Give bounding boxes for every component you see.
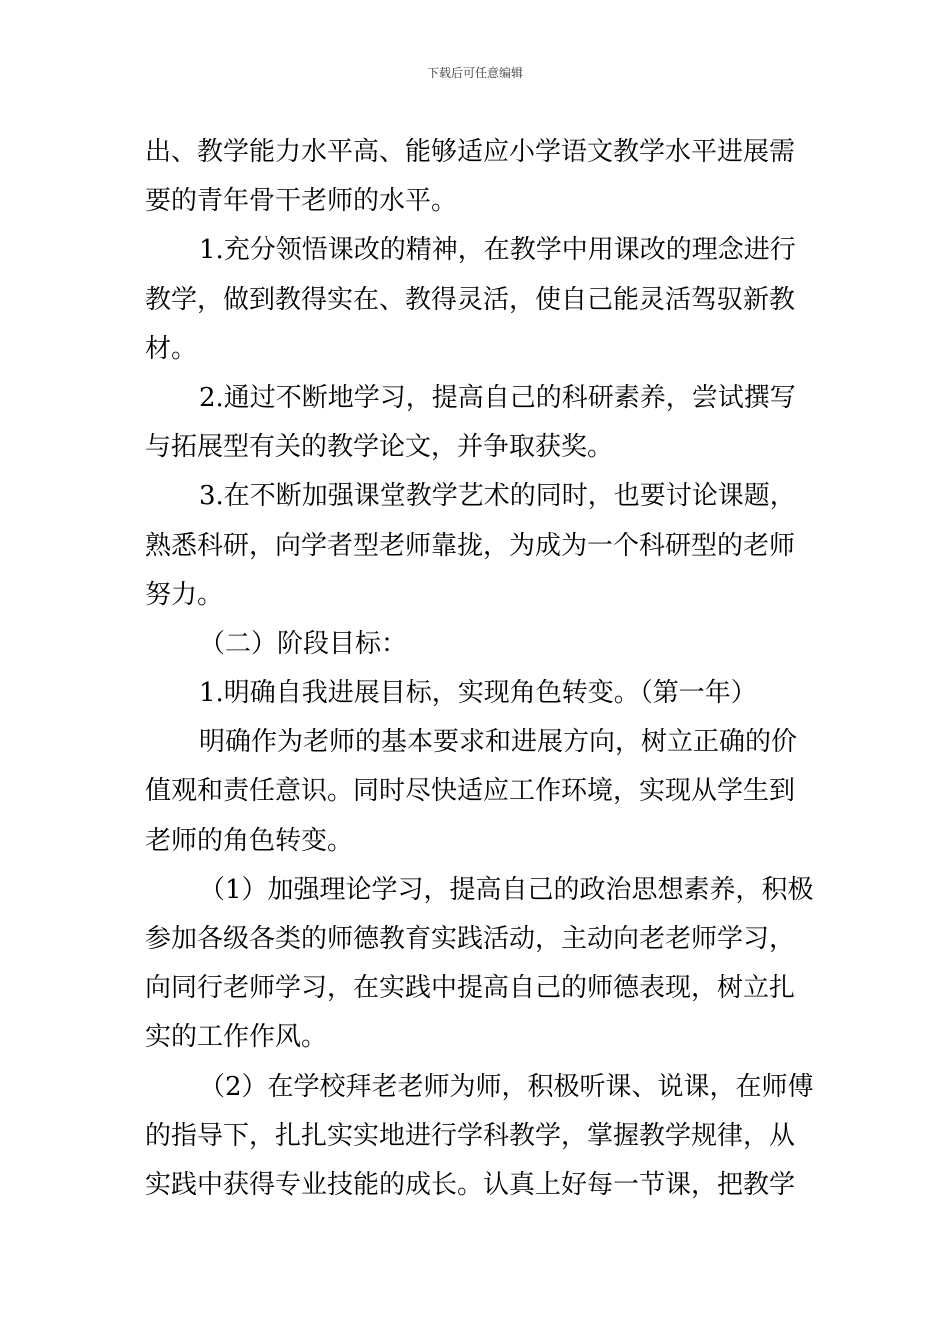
list-item-3-line: 3.在不断加强课堂教学艺术的同时，也要讨论课题， xyxy=(199,481,796,512)
paragraph-line: 实践中获得专业技能的成长。认真上好每一节课，把教学 xyxy=(145,1169,796,1200)
section-heading: （二）阶段目标： xyxy=(199,628,408,659)
subsection-heading: 1.明确自我进展目标，实现角色转变。（第一年） xyxy=(199,678,757,709)
paragraph-line: 的指导下，扎扎实实地进行学科教学，掌握教学规律，从 xyxy=(145,1120,796,1151)
numbered-item-line: （1）加强理论学习，提高自己的政治思想素养，积极 xyxy=(199,874,814,905)
paragraph-line: 老师的角色转变。 xyxy=(145,825,354,856)
paragraph-line: 值观和责任意识。同时尽快适应工作环境，实现从学生到 xyxy=(145,776,796,807)
numbered-item-line: （2）在学校拜老老师为师，积极听课、说课，在师傅 xyxy=(199,1071,814,1102)
page-header: 下载后可任意编辑 xyxy=(426,66,523,80)
paragraph-line: 要的青年骨干老师的水平。 xyxy=(145,186,458,217)
paragraph-line: 实的工作作风。 xyxy=(145,1022,328,1053)
paragraph-line: 熟悉科研，向学者型老师靠拢，为成为一个科研型的老师 xyxy=(145,530,796,561)
paragraph-line: 出、教学能力水平高、能够适应小学语文教学水平进展需 xyxy=(145,137,796,167)
list-item-2-line: 2.通过不断地学习，提高自己的科研素养，尝试撰写 xyxy=(199,382,796,413)
paragraph-line: 努力。 xyxy=(145,579,224,610)
paragraph-line: 明确作为老师的基本要求和进展方向，树立正确的价 xyxy=(199,727,798,758)
paragraph-line: 参加各级各类的师德教育实践活动，主动向老老师学习， xyxy=(145,924,796,954)
paragraph-line: 与拓展型有关的教学论文，并争取获奖。 xyxy=(145,432,614,463)
paragraph-line: 向同行老师学习，在实践中提高自己的师德表现，树立扎 xyxy=(145,973,796,1004)
paragraph-line: 材。 xyxy=(145,333,198,364)
list-item-1-line: 1.充分领悟课改的精神，在教学中用课改的理念进行 xyxy=(199,235,796,266)
document-body xyxy=(145,128,814,1210)
paragraph-line: 教学，做到教得实在、教得灵活，使自己能灵活驾驭新教 xyxy=(145,284,796,315)
